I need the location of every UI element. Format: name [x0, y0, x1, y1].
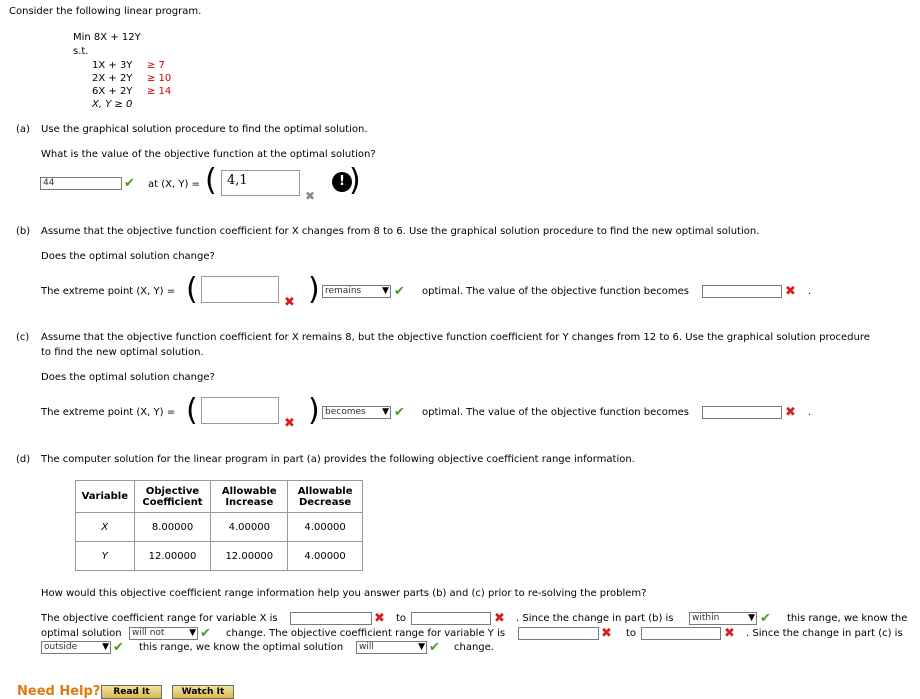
cross-icon: ✖ [785, 405, 796, 420]
part-d-text: The computer solution for the linear program in part (a) provides the following objective coefficient range information. [41, 454, 635, 465]
part-d-select-2[interactable] [129, 627, 198, 640]
table-row [76, 513, 363, 542]
chevron-down-icon: ▼ [382, 286, 389, 296]
table-cell: 4.00000 [288, 542, 363, 571]
part-c-text-2: to find the new optimal solution. [41, 347, 204, 358]
lp-nonneg: X, Y ≥ 0 [92, 99, 133, 110]
lp-constraint-lhs: 6X + 2Y [92, 86, 133, 97]
table-header: Variable [76, 481, 135, 513]
intro-text: Consider the following linear program. [9, 6, 202, 17]
part-c-select[interactable] [322, 406, 391, 419]
table-cell: X [76, 513, 135, 542]
chevron-down-icon: ▼ [382, 407, 389, 417]
part-c-value-input[interactable] [702, 406, 782, 419]
part-a-text: Use the graphical solution procedure to find the optimal solution. [41, 124, 368, 135]
table-header: Objective Coefficient [134, 481, 211, 513]
period: . [808, 407, 812, 418]
x-range-high-input[interactable] [411, 612, 491, 625]
part-c-label: (c) [16, 332, 30, 343]
part-b-label: (b) [16, 226, 31, 237]
part-d-select-1-value: within [692, 613, 720, 623]
part-d-select-1[interactable] [689, 612, 757, 625]
part-d-select-3[interactable] [41, 641, 111, 654]
part-d-line3-b: change. [454, 642, 494, 653]
part-c-point-input[interactable] [201, 397, 279, 424]
part-a-label: (a) [16, 124, 30, 135]
check-icon: ✔ [760, 611, 771, 626]
part-b-point-input[interactable] [201, 276, 279, 303]
open-paren: ( [205, 163, 217, 198]
x-range-low-input[interactable] [290, 612, 372, 625]
check-icon: ✔ [394, 405, 405, 420]
part-c-after-text: optimal. The value of the objective function becomes [422, 407, 689, 418]
part-b-value-input[interactable] [702, 285, 782, 298]
part-b-question: Does the optimal solution change? [41, 251, 215, 262]
table-row [76, 542, 363, 571]
table-header: Allowable Increase [211, 481, 288, 513]
table-cell: 4.00000 [288, 513, 363, 542]
table-header: Allowable Decrease [288, 481, 363, 513]
lp-constraint-lhs: 1X + 3Y [92, 60, 133, 71]
check-icon: ✔ [200, 626, 211, 641]
close-paren: ) [308, 393, 320, 428]
cross-icon: ✖ [724, 626, 735, 641]
part-d-line3-a: this range, we know the optimal solution [139, 642, 344, 653]
table-header-row [76, 481, 363, 513]
part-c-question: Does the optimal solution change? [41, 372, 215, 383]
lp-constraint-rel: ≥ 10 [147, 73, 172, 84]
lp-constraint-rel: ≥ 14 [147, 86, 172, 97]
part-b-text: Assume that the objective function coefficient for X changes from 8 to 6. Use the graphical solution procedure to find the new optimal solution. [41, 226, 760, 237]
part-d-line2-a: optimal solution [41, 628, 122, 639]
check-icon: ✔ [124, 176, 135, 191]
part-c-select-value: becomes [325, 407, 366, 417]
part-d-line1-b: . Since the change in part (b) is [516, 613, 674, 624]
part-b-extreme-text: The extreme point (X, Y) = [41, 286, 176, 297]
watch-it-button[interactable]: Watch It [172, 685, 234, 699]
warning-icon: ! [332, 172, 352, 192]
table-cell: 8.00000 [134, 513, 211, 542]
part-d-select-3-value: outside [44, 642, 78, 652]
chevron-down-icon: ▼ [189, 628, 196, 638]
read-it-button[interactable]: Read It [101, 685, 162, 699]
part-b-after-text: optimal. The value of the objective function becomes [422, 286, 689, 297]
chevron-down-icon: ▼ [748, 613, 755, 623]
part-b-select[interactable] [322, 285, 391, 298]
part-c-text: Assume that the objective function coefficient for X remains 8, but the objective function coefficient for Y changes from 12 to 6. Use the graphical solution procedure [41, 332, 870, 343]
chevron-down-icon: ▼ [102, 642, 109, 652]
open-paren: ( [186, 393, 198, 428]
cross-icon: ✖ [284, 295, 295, 310]
period: . [808, 286, 812, 297]
part-d-label: (d) [16, 454, 31, 465]
check-icon: ✔ [113, 640, 124, 655]
part-a-point-input[interactable]: 4,1 [221, 170, 300, 196]
part-d-select-4-value: will [359, 642, 374, 652]
table-cell: 12.00000 [134, 542, 211, 571]
table-cell: 12.00000 [211, 542, 288, 571]
y-range-high-input[interactable] [641, 627, 721, 640]
close-paren: ) [308, 272, 320, 307]
lp-constraint-rel: ≥ 7 [147, 60, 165, 71]
part-d-line2-c: . Since the change in part (c) is [746, 628, 903, 639]
cross-icon: ✖ [601, 626, 612, 641]
check-icon: ✔ [429, 640, 440, 655]
chevron-down-icon: ▼ [418, 642, 425, 652]
table-cell: Y [76, 542, 135, 571]
part-d-line2-b: change. The objective coefficient range for variable Y is [226, 628, 506, 639]
cross-icon: ✖ [785, 284, 796, 299]
lp-objective: Min 8X + 12Y [73, 32, 141, 43]
lp-constraint-lhs: 2X + 2Y [92, 73, 133, 84]
to-text: to [396, 613, 407, 624]
part-d-line1-c: this range, we know the [787, 613, 908, 624]
part-d-question: How would this objective coefficient range information help you answer parts (b) and (c) prior to re-solving the problem? [41, 588, 647, 599]
part-a-question: What is the value of the objective function at the optimal solution? [41, 149, 376, 160]
part-a-at-text: at (X, Y) = [148, 179, 200, 190]
part-d-select-2-value: will not [132, 628, 165, 638]
part-d-line1-a: The objective coefficient range for variable X is [41, 613, 278, 624]
cross-icon: ✖ [374, 611, 385, 626]
to-text: to [626, 628, 637, 639]
check-icon: ✔ [394, 284, 405, 299]
part-d-select-4[interactable] [356, 641, 427, 654]
cross-icon: ✖ [284, 416, 295, 431]
cross-icon: ✖ [494, 611, 505, 626]
lp-st: s.t. [73, 46, 89, 57]
close-paren: ) [349, 163, 361, 198]
part-c-extreme-text: The extreme point (X, Y) = [41, 407, 176, 418]
part-a-value-input[interactable]: 44 [40, 177, 122, 190]
y-range-low-input[interactable] [518, 627, 599, 640]
need-help-label: Need Help? [17, 684, 101, 699]
range-table [75, 480, 363, 571]
cross-icon: ✖ [305, 189, 316, 203]
open-paren: ( [186, 272, 198, 307]
table-cell: 4.00000 [211, 513, 288, 542]
part-b-select-value: remains [325, 286, 362, 296]
